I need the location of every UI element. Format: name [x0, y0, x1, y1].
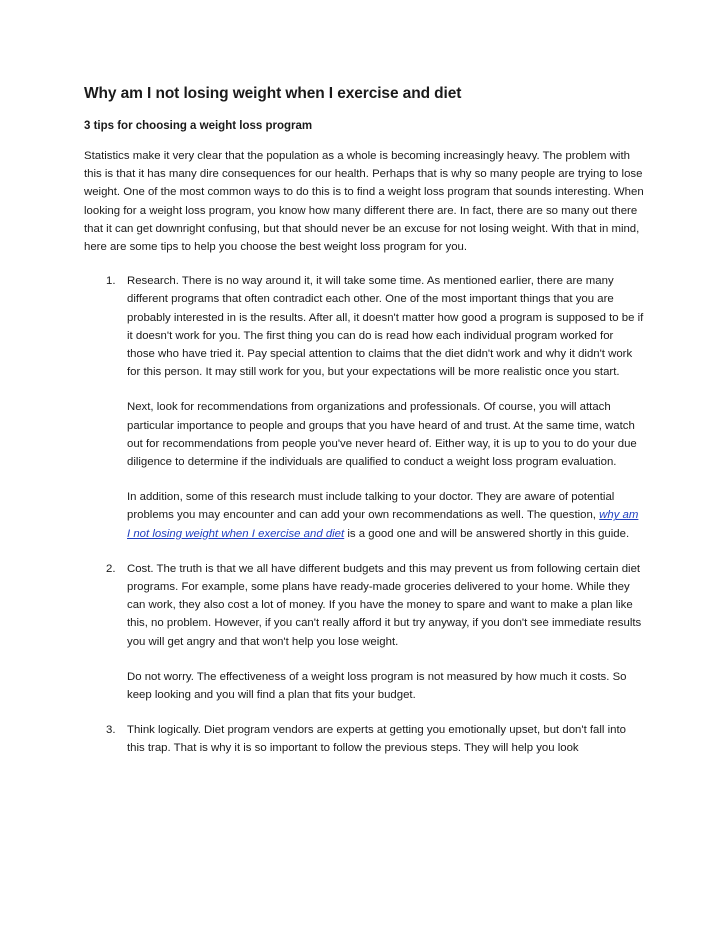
tip-text: In addition, some of this research must include talking to your doctor. They are aware of potential problems you may encounter and can add your own recommendations as well. The question,: [127, 491, 615, 522]
tip-paragraph: Think logically. Diet program vendors are experts at getting you emotionally upset, but don't fall into this trap. That is why it is so important to follow the previous steps. They will help you look: [127, 724, 626, 755]
list-number: 2.: [106, 562, 116, 575]
tip-paragraph: Next, look for recommendations from organizations and professionals. Of course, you will attach particular importance to people and groups that you have heard of and trust. At the same time, watch out for recommendations from people you've never heard of. Either way, it is up to you to do your due diligence to determine if the individuals are qualified to conduct a weight loss program evaluation.: [127, 401, 637, 469]
document-subtitle: 3 tips for choosing a weight loss program: [84, 120, 313, 132]
list-item: [84, 272, 644, 543]
intro-paragraph: Statistics make it very clear that the population as a whole is becoming increasingly heavy. The problem with this is that it has many dire consequences for our health. Perhaps that is why so many people are trying to lose weight. One of the most common ways to do this is to find a weight loss program that sounds interesting. When looking for a weight loss program, you know how many different there are. In fact, there are so many out there that it can get downright confusing, but that should never be an excuse for not losing weight. With that in mind, here are some tips to help you choose the best weight loss program for you.: [84, 150, 644, 254]
document-title: Why am I not losing weight when I exercise and diet: [84, 85, 462, 102]
article-link[interactable]: why am I not losing weight when I exercise and diet: [127, 509, 639, 540]
document-page: [84, 84, 644, 775]
tip-text: is a good one and will be answered shortly in this guide.: [344, 527, 630, 540]
tip-paragraph: Do not worry. The effectiveness of a weight loss program is not measured by how much it costs. So keep looking and you will find a plan that fits your budget.: [127, 670, 627, 702]
tip-paragraph: Research. There is no way around it, it will take some time. As mentioned earlier, there are many different programs that often contradict each other. One of the most important things that you are probably interested in is the results. After all, it doesn't matter how good a program is supposed to be if it doesn't work for you. The first thing you can do is read how each individual program worked for those who have tried it. Pay special attention to claims that the diet didn't work and why it didn't work for this person. It may still work for you, but your expectations will be more realistic once you start.: [127, 275, 644, 379]
list-number: 1.: [106, 275, 116, 288]
list-item: [84, 721, 644, 757]
list-number: 3.: [106, 724, 116, 737]
tips-list: [84, 272, 644, 757]
list-item: [84, 560, 644, 704]
tip-paragraph-with-link: [127, 488, 644, 543]
tip-paragraph: Cost. The truth is that we all have different budgets and this may prevent us from following certain diet programs. For example, some plans have ready-made groceries delivered to your home. While they can work, they also cost a lot of money. If you have the money to spare and want to make a plan like this, no problem. However, if you can't really afford it but try anyway, if you don't see immediate results you will get angry and that won't help you lose weight.: [127, 562, 642, 648]
